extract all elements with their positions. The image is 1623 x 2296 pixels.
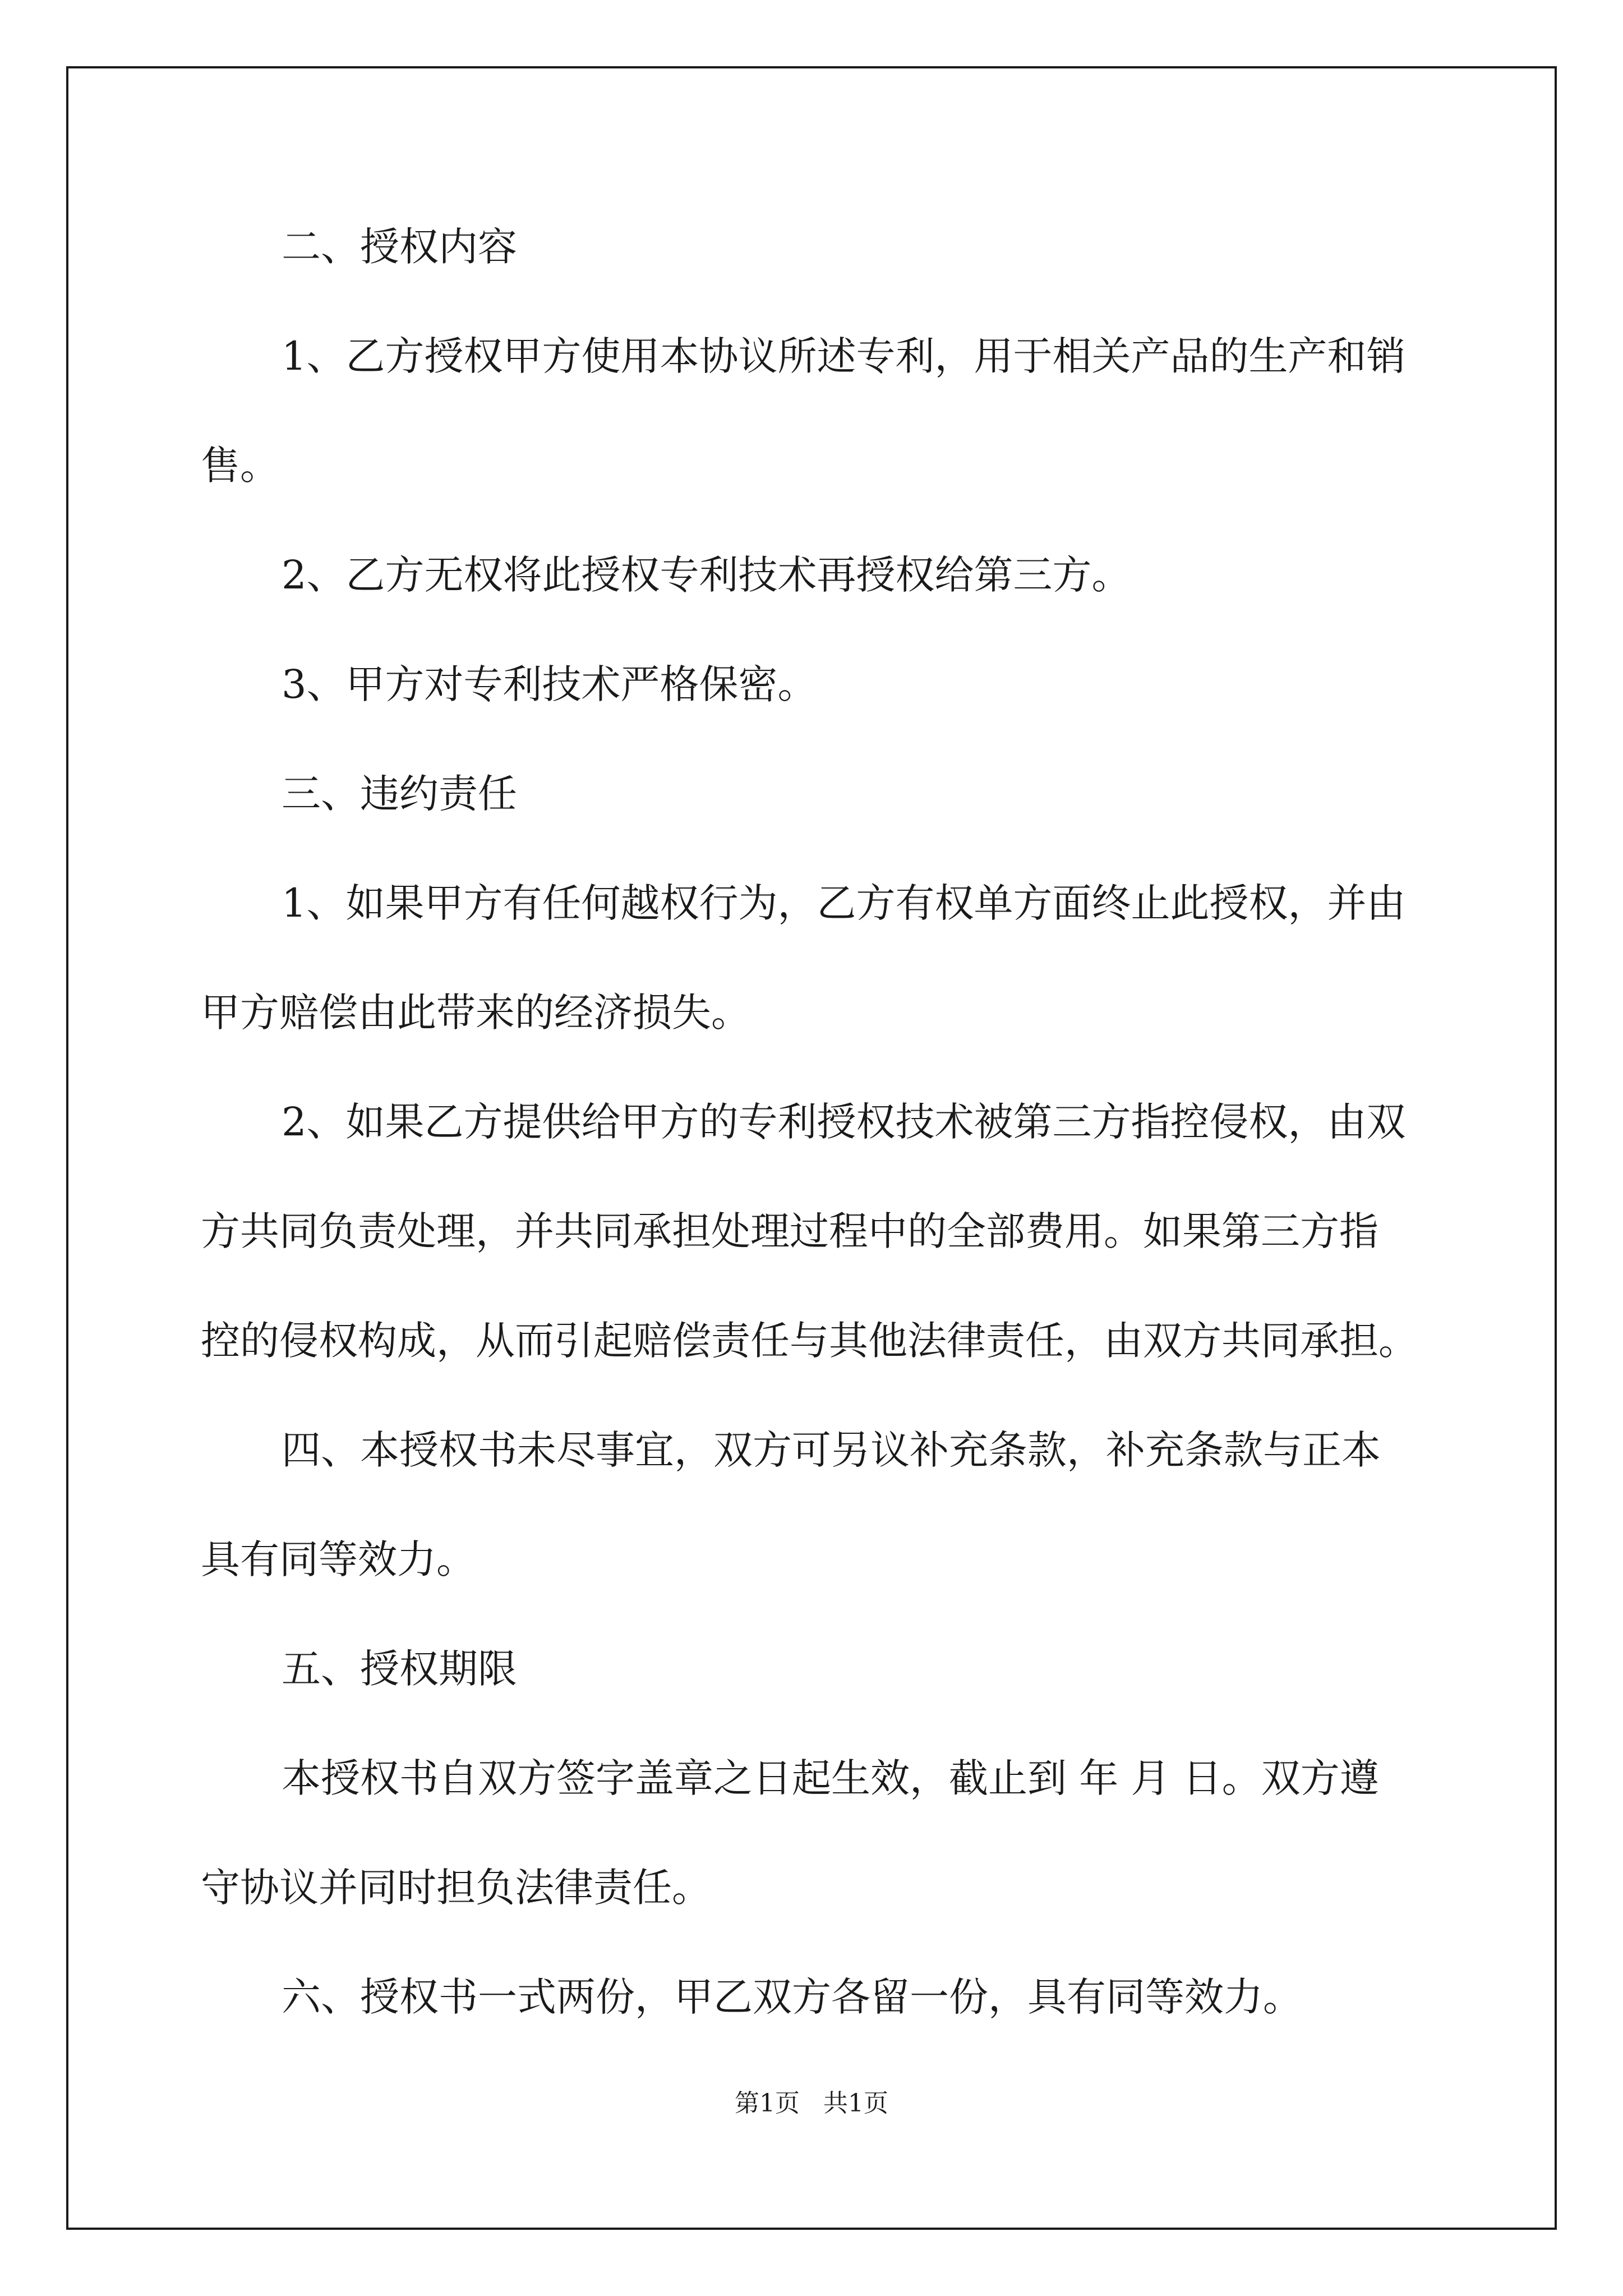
- paragraph-line: 售。: [201, 443, 279, 489]
- paragraph-line: 3、甲方对专利技术严格保密。: [282, 661, 817, 707]
- paragraph-line: 控的侵权构成，从而引起赔偿责任与其他法律责任，由双方共同承担。: [201, 1318, 1418, 1364]
- section-heading-5: 五、授权期限: [282, 1646, 517, 1692]
- paragraph-line: 本授权书自双方签字盖章之日起生效，截止到 年 月 日。双方遵: [282, 1755, 1379, 1801]
- section-heading-2: 二、授权内容: [282, 224, 517, 270]
- paragraph-line: 守协议并同时担负法律责任。: [201, 1865, 711, 1911]
- paragraph-line: 方共同负责处理，并共同承担处理过程中的全部费用。如果第三方指: [201, 1208, 1378, 1254]
- page-footer: 第1页 共1页: [735, 2089, 888, 2118]
- paragraph-line: 2、如果乙方提供给甲方的专利授权技术被第三方指控侵权，由双: [282, 1099, 1406, 1145]
- section-heading-6: 六、授权书一式两份，甲乙双方各留一份，具有同等效力。: [282, 1974, 1302, 2020]
- paragraph-line: 甲方赔偿由此带来的经济损失。: [201, 990, 750, 1036]
- paragraph-line: 具有同等效力。: [201, 1536, 476, 1582]
- section-heading-3: 三、违约责任: [282, 771, 517, 817]
- section-heading-4: 四、本授权书未尽事宜，双方可另议补充条款，补充条款与正本: [282, 1427, 1381, 1473]
- paragraph-line: 1、乙方授权甲方使用本协议所述专利，用于相关产品的生产和销: [282, 333, 1406, 379]
- paragraph-line: 1、如果甲方有任何越权行为，乙方有权单方面终止此授权，并由: [282, 880, 1406, 926]
- paragraph-line: 2、乙方无权将此授权专利技术再授权给第三方。: [282, 552, 1131, 598]
